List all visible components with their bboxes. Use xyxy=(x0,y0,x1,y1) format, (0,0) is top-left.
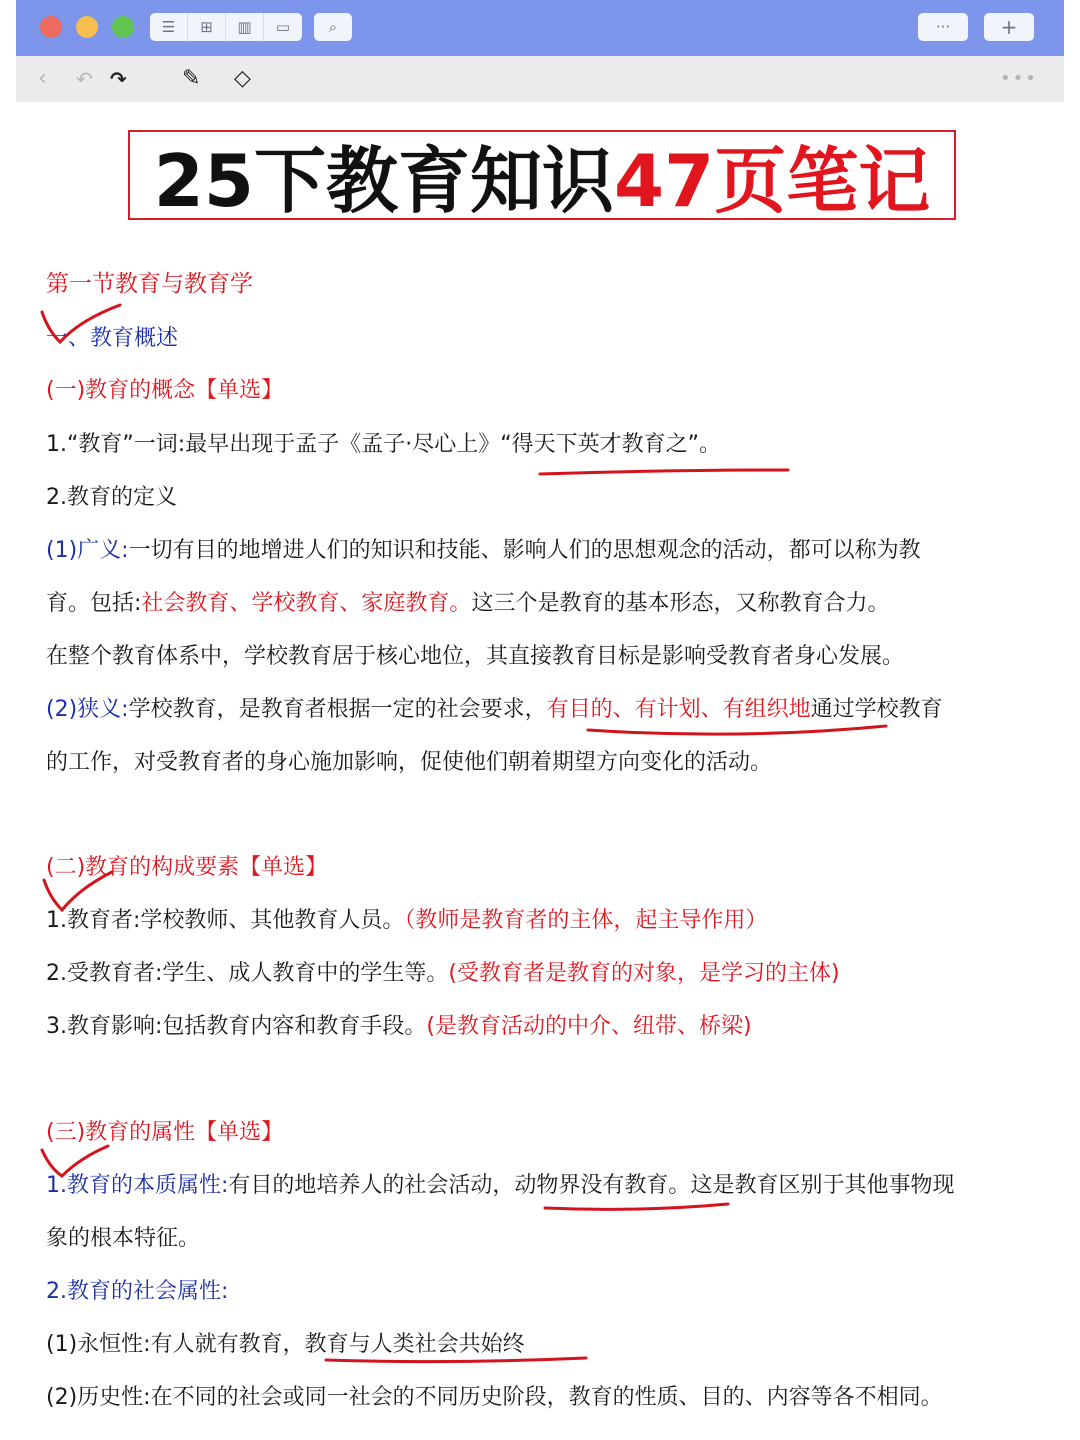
text-span: 一切有目的地增进人们的知识和技能、影响人们的思想观念的活动，都可以称为教 xyxy=(128,538,921,563)
more-icon[interactable]: ··· xyxy=(918,13,968,41)
chapter-heading: 一、教育概述 xyxy=(46,326,179,351)
maximize-window-button[interactable] xyxy=(112,16,134,38)
term-narrow: (2)狭义: xyxy=(46,697,129,722)
underlined-span: 动物界没有教育。 xyxy=(514,1173,691,1198)
title-part1: 25下教育知识 xyxy=(153,139,614,223)
underline-mark xyxy=(588,726,886,734)
pen-icon[interactable]: ✎ xyxy=(182,66,201,91)
highlight-span: 社会教育、学校教育、家庭教育。 xyxy=(141,591,472,616)
close-window-button[interactable] xyxy=(40,16,62,38)
paragraph-line xyxy=(46,589,889,619)
highlight-span: (是教育活动的中介、纽带、桥梁) xyxy=(426,1014,752,1039)
search-icon[interactable]: ⌕ xyxy=(314,13,352,41)
text-span: (1)永恒性:有人就有教育， xyxy=(46,1332,305,1357)
subsection-heading-2: (二)教育的构成要素【单选】 xyxy=(46,855,328,880)
text-span: 1.教育者:学校教师、其他教育人员。 xyxy=(46,908,405,933)
paragraph-line: 象的根本特征。 xyxy=(46,1226,201,1251)
back-icon[interactable]: ‹ xyxy=(38,66,47,91)
text-span: 3.教育影响:包括教育内容和教育手段。 xyxy=(46,1014,427,1039)
paragraph-line: 的工作，对受教育者的身心施加影响，促使他们朝着期望方向变化的活动。 xyxy=(46,750,773,775)
text-span: 这是教育区别于其他事物现 xyxy=(690,1173,955,1198)
grid-icon[interactable]: ⊞ xyxy=(188,13,226,41)
highlight-span: （教师是教育者的主体，起主导作用） xyxy=(404,908,768,933)
book-icon[interactable]: ▥ xyxy=(226,13,264,41)
highlight-span: (受教育者是教育的对象，是学习的主体) xyxy=(448,961,840,986)
paragraph-line xyxy=(46,695,943,725)
page-title xyxy=(128,130,956,223)
minimize-window-button[interactable] xyxy=(76,16,98,38)
paragraph-line: 2.教育的定义 xyxy=(46,485,177,510)
subsection-heading-3: (三)教育的属性【单选】 xyxy=(46,1120,284,1145)
text-span: 通过学校教育 xyxy=(810,697,943,722)
window-icon[interactable]: ▭ xyxy=(275,18,291,36)
more-dots-icon[interactable]: ••• xyxy=(1000,68,1038,89)
paragraph-line xyxy=(46,959,840,989)
highlight-span: 有目的、有计划、有组织地 xyxy=(546,697,811,722)
plus-icon[interactable]: + xyxy=(984,13,1034,41)
term-broad: (1)广义: xyxy=(46,538,129,563)
paragraph-line: (2)历史性:在不同的社会或同一社会的不同历史阶段，教育的性质、目的、内容等各不相同。 xyxy=(46,1385,943,1410)
underlined-span: 教育与人类社会共始终 xyxy=(304,1332,525,1357)
underline-mark xyxy=(545,1204,728,1209)
paragraph-line: 1.“教育”一词:最早出现于孟子《孟子·尽心上》“得天下英才教育之”。 xyxy=(46,432,721,457)
paragraph-line xyxy=(46,1330,525,1360)
window-titlebar xyxy=(16,0,1064,56)
term-social: 2.教育的社会属性: xyxy=(46,1279,229,1304)
underline-mark xyxy=(540,470,788,474)
text-span: 学校教育，是教育者根据一定的社会要求， xyxy=(128,697,547,722)
paragraph-line: 在整个教育体系中，学校教育居于核心地位，其直接教育目标是影响受教育者身心发展。 xyxy=(46,644,905,669)
text-span: 育。包括: xyxy=(46,591,142,616)
paragraph-line xyxy=(46,906,767,936)
undo-icon[interactable]: ↶ xyxy=(76,67,93,91)
list-icon[interactable]: ☰ xyxy=(150,13,188,41)
text-span: 这三个是教育的基本形态，又称教育合力。 xyxy=(471,591,890,616)
section-heading: 第一节教育与教育学 xyxy=(46,271,253,297)
term-essence: 1.教育的本质属性: xyxy=(46,1173,229,1198)
subsection-heading-1: (一)教育的概念【单选】 xyxy=(46,378,284,403)
paragraph-line xyxy=(46,1012,752,1042)
eraser-icon[interactable]: ◇ xyxy=(234,66,251,91)
text-span: 有目的地培养人的社会活动， xyxy=(228,1173,515,1198)
title-part2: 47页笔记 xyxy=(614,139,931,223)
annotation-toolbar xyxy=(16,56,1064,102)
paragraph-line xyxy=(46,536,921,566)
paragraph-line xyxy=(46,1171,954,1201)
redo-icon[interactable]: ↷ xyxy=(110,67,127,91)
view-toolbar-group xyxy=(150,13,302,41)
text-span: 2.受教育者:学生、成人教育中的学生等。 xyxy=(46,961,449,986)
